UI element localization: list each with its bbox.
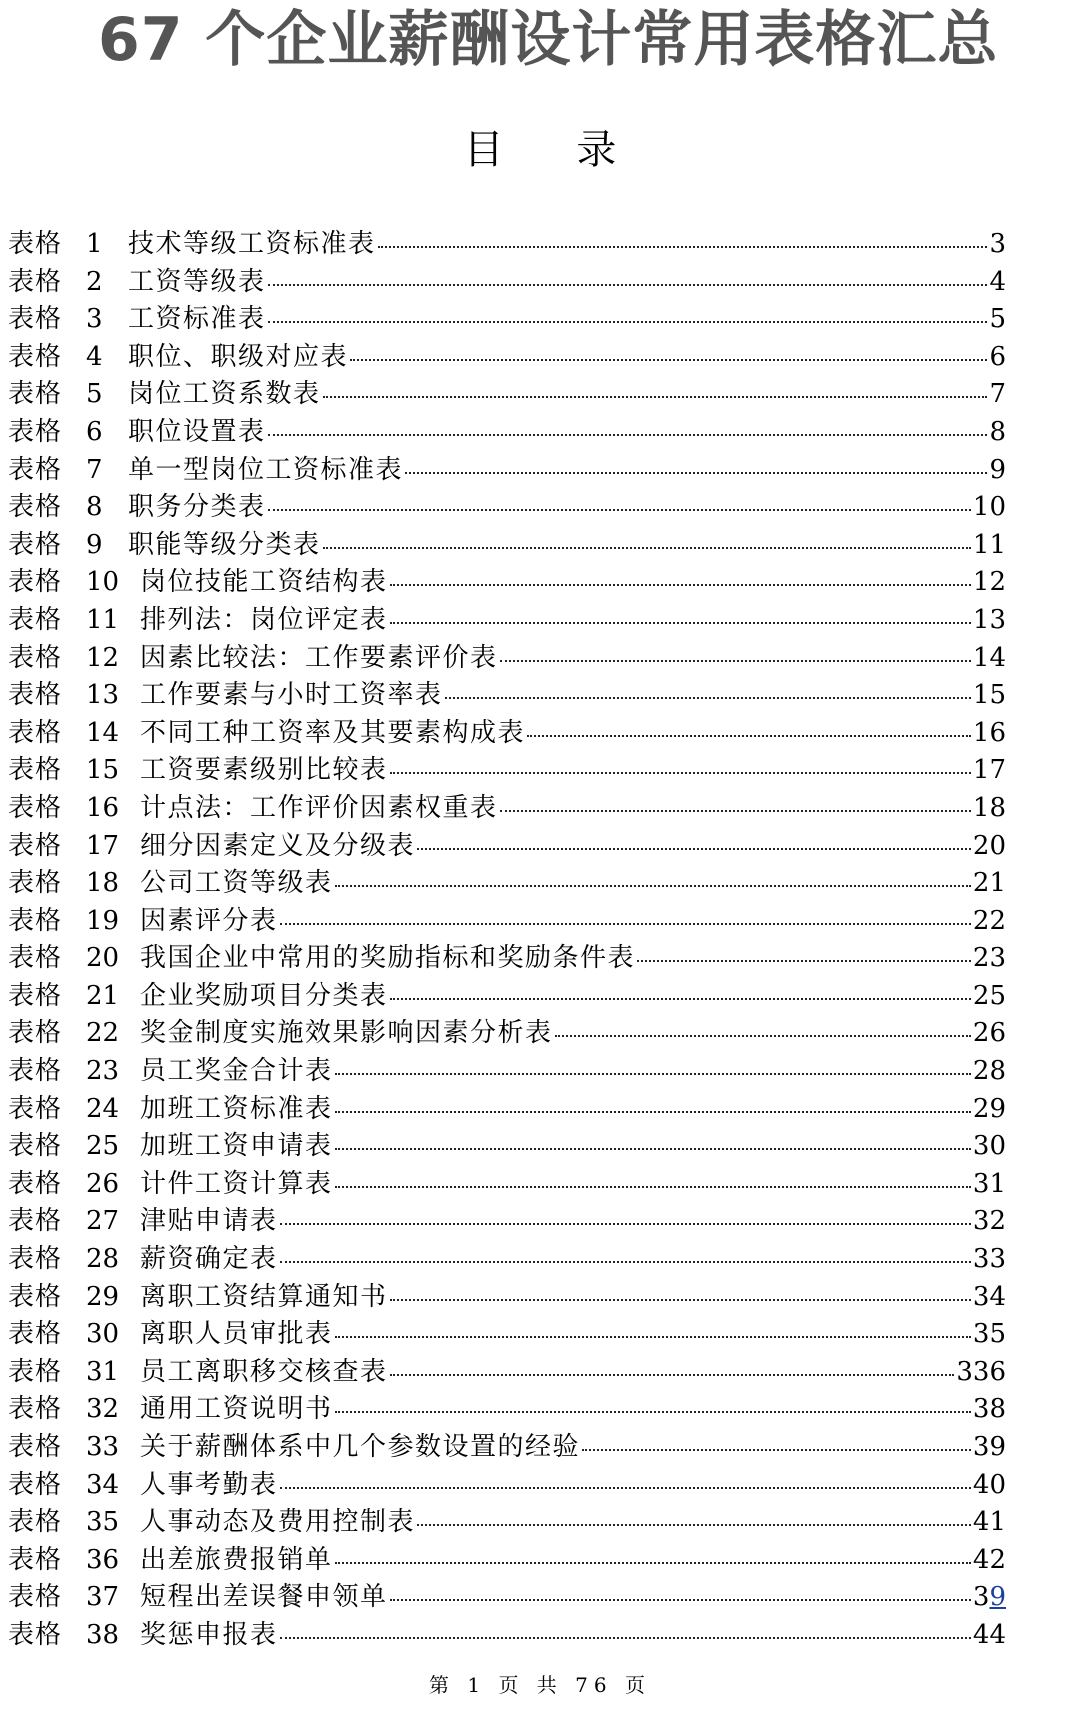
toc-entry-title: 加班工资标准表 (140, 1093, 333, 1124)
toc-entry-page[interactable] (973, 1391, 1006, 1429)
toc-entry[interactable] (8, 638, 1006, 676)
toc-entry-page-number: 17 (972, 755, 1006, 786)
toc-entry-number: 9 (86, 529, 103, 560)
toc-entry-prefix: 表格 (8, 1356, 63, 1387)
toc-entry[interactable] (8, 600, 1006, 638)
toc-entry-title: 计点法：工作评价因素权重表 (140, 792, 498, 823)
toc-entry[interactable] (8, 224, 1006, 262)
toc-entry-page-number: 33 (972, 1244, 1006, 1275)
toc-entry-page-number: 10 (972, 492, 1006, 523)
toc-entry-page[interactable] (973, 1542, 1006, 1580)
toc-entry-prefix: 表格 (8, 868, 63, 899)
toc-entry-number: 22 (86, 1018, 120, 1049)
toc-entry-number: 31 (86, 1356, 120, 1387)
toc-entry[interactable] (8, 863, 1006, 901)
toc-entry-page-number: 6 (989, 341, 1006, 372)
toc-dot-leader (268, 408, 988, 436)
toc-entry-page[interactable] (973, 903, 1006, 941)
toc-entry-title: 技术等级工资标准表 (128, 229, 376, 259)
toc-entry[interactable] (8, 1389, 1006, 1427)
toc-entry-number: 25 (86, 1131, 120, 1162)
toc-entry[interactable] (8, 675, 1006, 713)
toc-dot-leader (350, 333, 987, 361)
toc-entry-prefix: 表格 (8, 416, 63, 447)
toc-entry-title: 计件工资计算表 (140, 1168, 333, 1199)
toc-entry-prefix: 表格 (8, 717, 63, 748)
toc-dot-leader (390, 1273, 971, 1301)
toc-entry-page-number: 22 (972, 905, 1006, 936)
toc-entry-number: 30 (86, 1319, 120, 1350)
toc-entry-number: 14 (86, 717, 120, 748)
toc-entry-page[interactable] (973, 1091, 1006, 1129)
toc-entry-prefix: 表格 (8, 1131, 63, 1162)
toc-dot-leader (500, 784, 971, 812)
toc-dot-leader (280, 1235, 971, 1263)
toc-entry-page-number: 13 (972, 604, 1006, 635)
toc-dot-leader (390, 596, 971, 624)
toc-entry-prefix: 表格 (8, 1056, 63, 1087)
toc-entry-page-number: 20 (972, 830, 1006, 861)
toc-entry-prefix: 表格 (8, 567, 63, 598)
toc-entry-number: 1 (86, 229, 103, 259)
toc-entry[interactable] (8, 938, 1006, 976)
toc-entry-page-number: 23 (972, 943, 1006, 974)
toc-dot-leader (280, 897, 971, 925)
toc-entry-prefix: 表格 (8, 755, 63, 786)
toc-entry-prefix: 表格 (8, 1619, 63, 1650)
toc-entry-page[interactable] (973, 752, 1006, 790)
toc-entry-prefix: 表格 (8, 830, 63, 861)
toc-entry-number: 13 (86, 680, 120, 711)
toc-entry-prefix: 表格 (8, 1018, 63, 1049)
toc-entry-number: 32 (86, 1394, 120, 1425)
toc-entry-title: 通用工资说明书 (140, 1394, 333, 1425)
toc-entry-page-number: 31 (972, 1168, 1006, 1199)
toc-entry-page[interactable] (973, 1166, 1006, 1204)
toc-entry-page-number: 32 (972, 1206, 1006, 1237)
toc-entry-number: 21 (86, 980, 120, 1011)
toc-entry[interactable] (8, 750, 1006, 788)
toc-entry-title: 工资等级表 (128, 266, 266, 297)
toc-entry-prefix: 表格 (8, 1319, 63, 1350)
toc-entry-page-number: 18 (972, 792, 1006, 823)
toc-entry-page-number: 12 (972, 567, 1006, 598)
toc-entry-number: 20 (86, 943, 120, 974)
toc-entry[interactable] (8, 337, 1006, 375)
toc-entry-number: 7 (86, 454, 103, 485)
toc-entry-prefix: 表格 (8, 266, 63, 297)
toc-entry-page[interactable] (973, 1203, 1006, 1241)
toc-dot-leader (417, 1498, 971, 1526)
toc-entry-page-number: 7 (989, 379, 1006, 410)
toc-entry-number: 8 (86, 492, 103, 523)
toc-entry-number: 37 (86, 1582, 120, 1613)
toc-entry-title: 职位设置表 (128, 416, 266, 447)
toc-entry-number: 24 (86, 1093, 120, 1124)
toc-entry-page-number: 4 (989, 266, 1006, 297)
toc-entry[interactable] (8, 1465, 1006, 1503)
toc-entry-page-number: 15 (972, 680, 1006, 711)
toc-dot-leader (378, 220, 988, 248)
toc-entry-page-number: 8 (989, 416, 1006, 447)
toc-entry-number: 6 (86, 416, 103, 447)
toc-entry-number: 36 (86, 1544, 120, 1575)
toc-entry-page[interactable] (989, 452, 1006, 490)
toc-entry-page[interactable] (973, 1467, 1006, 1505)
toc-dot-leader (417, 822, 971, 850)
toc-entry-prefix: 表格 (8, 1544, 63, 1575)
toc-entry-page[interactable] (973, 1053, 1006, 1091)
toc-entry-page[interactable] (973, 790, 1006, 828)
toc-entry[interactable] (8, 562, 1006, 600)
toc-entry-page-number: 28 (972, 1056, 1006, 1087)
toc-entry-number: 12 (86, 642, 120, 673)
toc-entry[interactable] (8, 1164, 1006, 1202)
toc-entry-prefix: 表格 (8, 1168, 63, 1199)
toc-entry-title: 加班工资申请表 (140, 1131, 333, 1162)
toc-entry-page-number: 3 (972, 1582, 990, 1613)
toc-entry-page[interactable] (973, 1128, 1006, 1166)
toc-dot-leader (390, 746, 971, 774)
toc-entry[interactable] (8, 374, 1006, 412)
toc-entry-page[interactable] (973, 865, 1006, 903)
toc-entry-prefix: 表格 (8, 1432, 63, 1462)
toc-entry-page-number: 30 (972, 1131, 1006, 1162)
toc-entry[interactable] (8, 1502, 1006, 1540)
toc-entry-page[interactable] (973, 1579, 1006, 1617)
toc-entry[interactable] (8, 1615, 1006, 1653)
toc-entry-page[interactable] (989, 226, 1006, 264)
toc-entry-number: 27 (86, 1206, 120, 1237)
toc-entry-prefix: 表格 (8, 604, 63, 635)
toc-entry-title: 职能等级分类表 (128, 529, 321, 560)
toc-entry[interactable] (8, 487, 1006, 525)
toc-entry[interactable] (8, 1201, 1006, 1239)
toc-entry-title: 不同工种工资率及其要素构成表 (140, 717, 526, 748)
toc-dot-leader (323, 521, 971, 549)
toc-entry-page-number: 14 (972, 642, 1006, 673)
toc-entry-page[interactable] (973, 677, 1006, 715)
toc-entry-prefix: 表格 (8, 680, 63, 711)
toc-dot-leader (280, 1197, 971, 1225)
toc-dot-leader (323, 370, 988, 398)
toc-entry[interactable] (8, 1126, 1006, 1164)
toc-entry-page[interactable] (973, 1504, 1006, 1542)
toc-entry-number: 23 (86, 1056, 120, 1087)
toc-entry-title: 因素评分表 (140, 905, 278, 936)
toc-entry-title: 离职人员审批表 (140, 1319, 333, 1350)
toc-entry[interactable] (8, 1089, 1006, 1127)
toc-dot-leader (335, 1385, 971, 1413)
toc-dot-leader (527, 709, 971, 737)
toc-dot-leader (390, 1348, 955, 1376)
toc-entry-title: 岗位技能工资结构表 (140, 567, 388, 598)
toc-dot-leader (268, 295, 988, 323)
toc-entry-prefix: 表格 (8, 943, 63, 974)
toc-entry-title: 职务分类表 (128, 492, 266, 523)
toc-entry-page-number: 26 (972, 1018, 1006, 1049)
toc-entry-prefix: 表格 (8, 454, 63, 485)
toc-entry[interactable] (8, 826, 1006, 864)
toc-entry-title: 奖金制度实施效果影响因素分析表 (140, 1018, 553, 1049)
toc-entry-title: 薪资确定表 (140, 1244, 278, 1275)
toc-dot-leader (555, 1009, 971, 1037)
toc-entry-page[interactable] (973, 1316, 1006, 1354)
toc-entry-page[interactable] (973, 1617, 1006, 1655)
toc-entry-page[interactable] (973, 640, 1006, 678)
toc-entry[interactable] (8, 788, 1006, 826)
toc-entry-page-number: 11 (972, 529, 1006, 560)
toc-entry-prefix: 表格 (8, 792, 63, 823)
toc-entry[interactable] (8, 1540, 1006, 1578)
toc-entry[interactable] (8, 1239, 1006, 1277)
toc-entry[interactable] (8, 1314, 1006, 1352)
toc-entry-number: 34 (86, 1469, 120, 1500)
toc-dot-leader (405, 446, 987, 474)
toc-entry-number: 10 (86, 567, 120, 598)
toc-entry-title: 关于薪酬体系中几个参数设置的经验 (140, 1432, 581, 1462)
toc-entry-number: 19 (86, 905, 120, 936)
toc-entry-prefix: 表格 (8, 229, 63, 259)
toc-entry-number: 16 (86, 792, 120, 823)
toc-entry-prefix: 表格 (8, 492, 63, 523)
toc-entry-title: 岗位工资系数表 (128, 379, 321, 410)
toc-entry[interactable] (8, 299, 1006, 337)
toc-entry-number: 4 (86, 341, 103, 372)
toc-entry-page-number: 16 (972, 717, 1006, 748)
toc-dot-leader (280, 1461, 971, 1489)
toc-entry-title: 职位、职级对应表 (128, 341, 349, 372)
toc-entry-page[interactable] (989, 339, 1006, 377)
toc-dot-leader (445, 671, 971, 699)
toc-dot-leader (335, 1536, 971, 1564)
toc-entry-page[interactable] (989, 264, 1006, 302)
toc-entry-prefix: 表格 (8, 1469, 63, 1500)
toc-entry-page-number: 5 (989, 304, 1006, 335)
toc-entry-title: 公司工资等级表 (140, 868, 333, 899)
toc-entry-page[interactable] (973, 1429, 1006, 1467)
toc-entry-number: 26 (86, 1168, 120, 1199)
toc-entry-page-number: 336 (956, 1356, 1006, 1387)
toc-entry-prefix: 表格 (8, 1206, 63, 1237)
toc-dot-leader (280, 1611, 971, 1639)
toc-entry-title: 员工奖金合计表 (140, 1056, 333, 1087)
toc-entry-prefix: 表格 (8, 905, 63, 936)
toc-entry-title: 排列法：岗位评定表 (140, 604, 388, 635)
toc-entry-page-number: 34 (972, 1281, 1006, 1312)
toc-entry-number: 2 (86, 266, 103, 297)
toc-list (8, 224, 1006, 1653)
toc-dot-leader (268, 258, 988, 286)
toc-dot-leader (637, 934, 971, 962)
toc-entry-page[interactable] (973, 828, 1006, 866)
toc-dot-leader (335, 1047, 971, 1075)
toc-entry-title: 细分因素定义及分级表 (140, 830, 416, 861)
toc-entry-title: 工资标准表 (128, 304, 266, 335)
toc-entry-prefix: 表格 (8, 642, 63, 673)
toc-entry-page[interactable] (989, 376, 1006, 414)
toc-dot-leader (335, 1085, 971, 1113)
toc-entry-prefix: 表格 (8, 1507, 63, 1538)
toc-entry[interactable] (8, 1013, 1006, 1051)
toc-entry-prefix: 表格 (8, 1281, 63, 1312)
toc-entry-title: 短程出差误餐申领单 (140, 1582, 388, 1613)
toc-dot-leader (500, 634, 971, 662)
toc-entry-title: 员工离职移交核查表 (140, 1356, 388, 1387)
toc-entry-title: 津贴申请表 (140, 1206, 278, 1237)
toc-entry[interactable] (8, 1577, 1006, 1615)
toc-entry-page[interactable] (973, 1241, 1006, 1279)
toc-entry-title: 人事动态及费用控制表 (140, 1507, 416, 1538)
toc-entry-number: 5 (86, 379, 103, 410)
toc-entry-title: 企业奖励项目分类表 (140, 980, 388, 1011)
toc-entry-page-number: 9 (989, 454, 1006, 485)
toc-entry-page-link[interactable]: 9 (989, 1582, 1006, 1613)
toc-entry-page-number: 40 (972, 1469, 1006, 1500)
toc-entry[interactable] (8, 713, 1006, 751)
toc-entry-prefix: 表格 (8, 341, 63, 372)
toc-entry-number: 28 (86, 1244, 120, 1275)
toc-entry-title: 人事考勤表 (140, 1469, 278, 1500)
toc-entry-prefix: 表格 (8, 304, 63, 335)
toc-entry-page-number: 29 (972, 1093, 1006, 1124)
toc-entry-page-number: 41 (972, 1507, 1006, 1538)
toc-entry-prefix: 表格 (8, 1582, 63, 1613)
toc-entry-page-number: 35 (972, 1319, 1006, 1350)
toc-entry-title: 我国企业中常用的奖励指标和奖励条件表 (140, 943, 636, 974)
toc-entry-page[interactable] (973, 715, 1006, 753)
toc-entry[interactable] (8, 450, 1006, 488)
toc-entry-title: 离职工资结算通知书 (140, 1281, 388, 1312)
toc-entry-page-number: 25 (972, 980, 1006, 1011)
toc-entry-number: 18 (86, 868, 120, 899)
toc-entry-number: 17 (86, 830, 120, 861)
toc-entry-page-number: 38 (972, 1394, 1006, 1425)
toc-entry[interactable] (8, 262, 1006, 300)
toc-entry[interactable] (8, 976, 1006, 1014)
page-footer: 第 1 页 共 76 页 (429, 1673, 651, 1697)
toc-entry[interactable] (8, 1277, 1006, 1315)
toc-entry-page[interactable] (973, 1015, 1006, 1053)
toc-entry-page-number: 42 (972, 1544, 1006, 1575)
toc-entry-prefix: 表格 (8, 1093, 63, 1124)
toc-entry-number: 29 (86, 1281, 120, 1312)
toc-entry-page[interactable] (973, 527, 1006, 565)
toc-entry-page-number: 39 (972, 1432, 1006, 1462)
toc-entry-page[interactable] (973, 564, 1006, 602)
toc-entry-page[interactable] (973, 978, 1006, 1016)
toc-entry-page-number: 21 (972, 868, 1006, 899)
toc-entry-title: 因素比较法：工作要素评价表 (140, 642, 498, 673)
toc-entry-page[interactable] (973, 940, 1006, 978)
toc-entry-page[interactable] (973, 489, 1006, 527)
toc-entry-number: 38 (86, 1619, 120, 1650)
toc-entry-prefix: 表格 (8, 1394, 63, 1425)
toc-entry-page[interactable] (989, 301, 1006, 339)
toc-entry[interactable] (8, 901, 1006, 939)
toc-entry-prefix: 表格 (8, 529, 63, 560)
toc-entry-title: 奖惩申报表 (140, 1619, 278, 1650)
toc-dot-leader (335, 1160, 971, 1188)
toc-dot-leader (268, 483, 971, 511)
toc-entry-page-number: 44 (972, 1619, 1006, 1650)
toc-entry[interactable] (8, 412, 1006, 450)
toc-entry-prefix: 表格 (8, 379, 63, 410)
toc-dot-leader (390, 972, 971, 1000)
toc-entry-title: 工资要素级别比较表 (140, 755, 388, 786)
toc-entry-number: 11 (86, 604, 120, 635)
toc-entry-prefix: 表格 (8, 980, 63, 1011)
toc-entry-number: 3 (86, 304, 103, 335)
toc-entry-title: 出差旅费报销单 (140, 1544, 333, 1575)
toc-entry-number: 33 (86, 1432, 120, 1462)
toc-dot-leader (335, 859, 971, 887)
toc-entry-prefix: 表格 (8, 1244, 63, 1275)
document-title: 67 个企业薪酬设计常用表格汇总 (98, 5, 999, 75)
toc-dot-leader (335, 1310, 971, 1338)
toc-entry-number: 15 (86, 755, 120, 786)
toc-entry[interactable] (8, 1352, 1006, 1390)
toc-dot-leader (582, 1423, 971, 1451)
toc-entry[interactable] (8, 1051, 1006, 1089)
toc-entry-page[interactable] (973, 602, 1006, 640)
toc-entry-page-number: 3 (989, 229, 1006, 259)
toc-entry-page[interactable] (989, 414, 1006, 452)
toc-entry-page[interactable] (973, 1279, 1006, 1317)
toc-entry-number: 35 (86, 1507, 120, 1538)
toc-entry[interactable] (8, 1427, 1006, 1465)
toc-dot-leader (390, 1573, 971, 1601)
toc-entry-title: 单一型岗位工资标准表 (128, 454, 404, 485)
toc-heading: 目 录 (463, 127, 647, 173)
toc-entry-title: 工作要素与小时工资率表 (140, 680, 443, 711)
toc-dot-leader (390, 558, 971, 586)
toc-dot-leader (335, 1122, 971, 1150)
toc-entry[interactable] (8, 525, 1006, 563)
